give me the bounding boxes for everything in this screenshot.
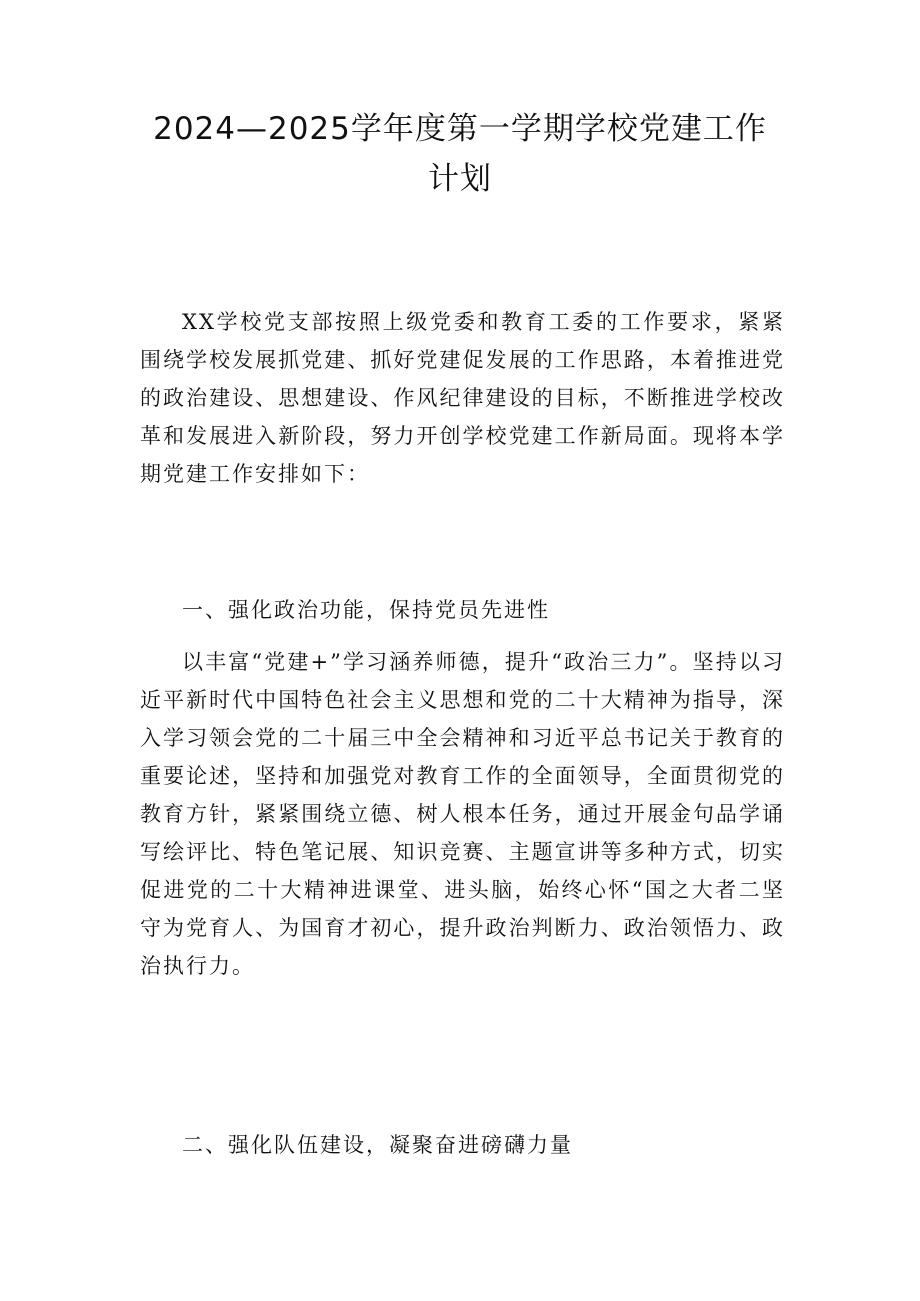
document-title <box>140 104 780 204</box>
section-2-heading: 二、强化队伍建设，凝聚奋进磅礴力量 <box>182 1133 573 1157</box>
section-1-paragraph: 以丰富“党建+”学习涵养师德，提升“政治三力”。坚持以习近平新时代中国特色社会主义思想和党的二十大精神为指导，深入学习领会党的二十届三中全会精神和习近平总书记关于教育的重要论述，坚持和加强党对教育工作的全面领导，全面贯彻党的教育方针，紧紧围绕立德、树人根本任务，通过开展金句品学诵写绘评比、特色笔记展、知识竞赛、主题宣讲等多种方式，切实促进党的二十大精神进课堂、进头脑，始终心怀“国之大者二坚守为党育人、为国育才初心，提升政治判断力、政治领悟力、政治执行力。 <box>140 650 785 978</box>
intro-paragraph: XX学校党支部按照上级党委和教育工委的工作要求，紧紧围绕学校发展抓党建、抓好党建促发展的工作思路，本着推进党的政治建设、思想建设、作风纪律建设的目标，不断推进学校改革和发展进入新阶段，努力开创学校党建工作新局面。现将本学期党建工作安排如下： <box>140 310 785 486</box>
title-line-2: 计划 <box>428 161 492 197</box>
title-line-1: 2024—2025学年度第一学期学校党建工作 <box>153 111 767 147</box>
section-1-heading: 一、强化政治功能，保持党员先进性 <box>182 598 550 622</box>
